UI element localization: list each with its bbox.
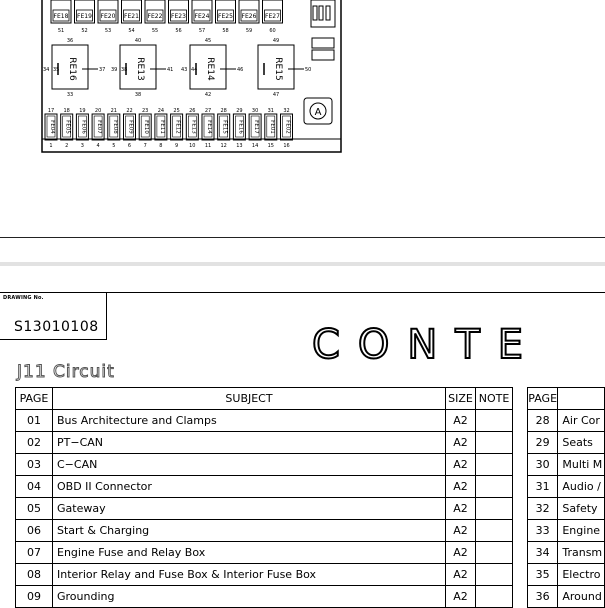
relay-label: RE16 — [67, 57, 77, 81]
row-subject: C−CAN — [53, 454, 446, 476]
bottom-fuse-pin: 9 — [175, 143, 179, 149]
top-fuse-row — [51, 0, 283, 34]
circuit-subtitle: J11 Circuit — [17, 362, 115, 382]
bottom-fuse-label: FE04 — [49, 120, 55, 134]
top-fuse — [216, 0, 236, 34]
top-fuse-label: FE19 — [77, 13, 92, 20]
drawing-number: S13010108 — [14, 319, 99, 335]
bottom-fuse-label: FE01 — [268, 120, 275, 134]
relay-pin: 49 — [272, 38, 280, 44]
bottom-fuse-pin: 26 — [189, 108, 196, 114]
section-divider — [0, 237, 605, 238]
bottom-fuse — [281, 108, 293, 149]
bottom-fuse-pin: 18 — [63, 108, 70, 114]
row-subject: Multi M — [558, 454, 605, 476]
row-note — [476, 432, 513, 454]
top-fuse — [98, 0, 118, 34]
bottom-fuse-pin: 24 — [157, 108, 165, 114]
top-fuse — [145, 0, 165, 34]
row-page: 35 — [528, 564, 558, 586]
relay-pin: 37 — [99, 67, 106, 73]
relay-pin: 41 — [167, 67, 174, 73]
row-subject: Air Cor — [558, 410, 605, 432]
row-note — [476, 520, 513, 542]
row-page: 30 — [528, 454, 558, 476]
top-fuse-label: FE27 — [265, 13, 280, 20]
row-page: 07 — [16, 542, 53, 564]
bottom-fuse — [265, 108, 277, 149]
table-row — [16, 586, 513, 608]
row-size: A2 — [446, 586, 476, 608]
bottom-fuse-label: FE16 — [237, 120, 244, 134]
bottom-fuse-pin: 15 — [267, 143, 274, 149]
row-subject: OBD II Connector — [53, 476, 446, 498]
bottom-fuse-label: FE13 — [190, 120, 197, 134]
bottom-fuse — [124, 108, 136, 149]
top-fuse-pin: 51 — [57, 28, 65, 34]
bottom-fuse — [233, 108, 245, 149]
bottom-fuse — [186, 108, 198, 149]
bottom-fuse-pin: 8 — [159, 143, 163, 149]
bottom-fuse-pin: 31 — [267, 108, 274, 114]
bottom-fuse-pin: 32 — [283, 108, 290, 114]
table-header-row — [16, 388, 513, 410]
bottom-fuse-label: FE17 — [253, 120, 260, 134]
bottom-fuse-pin: 29 — [236, 108, 243, 114]
bottom-fuse-label: FE09 — [127, 120, 134, 134]
relay-re15 — [258, 38, 311, 98]
relay-pin: 36 — [66, 38, 74, 44]
bottom-fuse-pin: 20 — [94, 108, 102, 114]
row-page: 06 — [16, 520, 53, 542]
col-header-note: NOTE — [476, 388, 513, 410]
row-subject: Interior Relay and Fuse Box & Interior Fuse Box — [53, 564, 446, 586]
table-row — [528, 432, 605, 454]
table-row — [16, 520, 513, 542]
row-subject: Transm — [558, 542, 605, 564]
fuse-relay-box-schematic — [0, 0, 605, 236]
top-fuse-label: FE21 — [124, 13, 139, 20]
relay-label: RE15 — [273, 57, 283, 81]
row-note — [476, 498, 513, 520]
relay-pin: 43 — [181, 67, 188, 73]
relay-label: RE13 — [135, 57, 145, 81]
top-fuse-pin: 53 — [104, 28, 112, 34]
top-fuse — [169, 0, 189, 34]
bottom-fuse-pin: 7 — [143, 143, 147, 149]
bottom-fuse-label: FE02 — [284, 120, 291, 134]
row-page: 03 — [16, 454, 53, 476]
top-fuse — [263, 0, 283, 34]
page-title: CONTE — [312, 322, 542, 368]
col-header-page: PAGE — [16, 388, 53, 410]
row-note — [476, 410, 513, 432]
relay-pin: 50 — [305, 67, 312, 73]
bottom-fuse-pin: 11 — [204, 143, 212, 149]
row-size: A2 — [446, 520, 476, 542]
connector-a-label: A — [314, 107, 322, 118]
bottom-fuse — [45, 108, 57, 149]
table-row — [16, 564, 513, 586]
bottom-fuse-label: FE05 — [64, 120, 71, 134]
bottom-fuse-row — [45, 108, 293, 149]
top-fuse-pin: 54 — [128, 28, 135, 34]
relay-pin: 42 — [204, 92, 212, 98]
row-subject: Electro — [558, 564, 605, 586]
row-page: 31 — [528, 476, 558, 498]
table-row — [528, 542, 605, 564]
bottom-fuse — [171, 108, 183, 149]
relay-pin: 40 — [134, 38, 142, 44]
top-fuse-label: FE18 — [53, 13, 69, 20]
page-gap-band — [0, 262, 605, 266]
table-header-row — [528, 388, 605, 410]
table-row — [16, 498, 513, 520]
relay-pin: 39 — [111, 67, 118, 73]
row-page: 04 — [16, 476, 53, 498]
top-fuse-pin: 60 — [269, 28, 276, 34]
table-row — [528, 476, 605, 498]
bottom-fuse-pin: 6 — [127, 143, 132, 149]
title-block-top-line — [106, 292, 605, 293]
row-page: 05 — [16, 498, 53, 520]
bottom-fuse-label: FE10 — [143, 120, 150, 134]
table-row — [16, 454, 513, 476]
table-row — [528, 498, 605, 520]
relay-pin: 38 — [134, 92, 142, 98]
table-row — [528, 586, 605, 608]
row-note — [476, 542, 513, 564]
relay-pin: 38 — [121, 67, 128, 73]
top-fuse-label: FE23 — [171, 13, 186, 20]
row-subject: Engine Fuse and Relay Box — [53, 542, 446, 564]
relay-re16 — [43, 38, 105, 98]
row-size: A2 — [446, 432, 476, 454]
contents-table-right — [527, 387, 605, 608]
bottom-fuse — [92, 108, 104, 149]
bottom-fuse-pin: 1 — [49, 143, 53, 149]
table-row — [16, 410, 513, 432]
bottom-fuse-label: FE08 — [111, 120, 118, 134]
row-note — [476, 564, 513, 586]
bottom-fuse — [202, 108, 214, 149]
bottom-fuse-pin: 4 — [96, 143, 100, 149]
row-subject: Grounding — [53, 586, 446, 608]
bottom-fuse-pin: 10 — [189, 143, 196, 149]
bottom-fuse-pin: 30 — [251, 108, 259, 114]
bottom-fuse-pin: 17 — [47, 108, 55, 114]
bottom-fuse — [155, 108, 167, 149]
top-fuse-pin: 52 — [81, 28, 88, 34]
top-fuse-pin: 57 — [198, 28, 206, 34]
row-page: 09 — [16, 586, 53, 608]
row-note — [476, 454, 513, 476]
top-fuse-pin: 55 — [151, 28, 159, 34]
row-page: 36 — [528, 586, 558, 608]
top-fuse — [192, 0, 212, 34]
row-subject: Safety — [558, 498, 605, 520]
bottom-fuse-pin: 23 — [142, 108, 149, 114]
top-fuse-label: FE24 — [194, 13, 210, 20]
relay-re13 — [111, 38, 173, 98]
relay-pin: 47 — [272, 92, 280, 98]
drawing-number-label: DRAWING No. — [3, 295, 44, 301]
bottom-fuse-pin: 3 — [80, 143, 84, 149]
top-fuse-label: FE20 — [100, 13, 116, 20]
row-subject: Start & Charging — [53, 520, 446, 542]
bottom-fuse-pin: 5 — [112, 143, 116, 149]
table-row — [528, 410, 605, 432]
row-size: A2 — [446, 454, 476, 476]
top-fuse-label: FE26 — [241, 13, 257, 20]
bottom-fuse — [76, 108, 88, 149]
bottom-fuse — [139, 108, 151, 149]
bottom-fuse — [249, 108, 261, 149]
row-subject: Bus Architecture and Clamps — [53, 410, 446, 432]
row-page: 08 — [16, 564, 53, 586]
bottom-fuse-pin: 16 — [283, 143, 290, 149]
row-page: 01 — [16, 410, 53, 432]
row-size: A2 — [446, 476, 476, 498]
row-subject: Around — [558, 586, 605, 608]
top-fuse-label: FE25 — [218, 13, 233, 20]
top-fuse-pin: 58 — [222, 28, 229, 34]
relay-group — [43, 38, 311, 98]
bottom-fuse-pin: 19 — [79, 108, 86, 114]
relay-pin: 44 — [191, 67, 198, 73]
bottom-fuse-label: FE06 — [80, 120, 87, 134]
table-row — [528, 564, 605, 586]
row-subject: PT−CAN — [53, 432, 446, 454]
top-fuse — [51, 0, 71, 34]
row-size: A2 — [446, 498, 476, 520]
row-page: 02 — [16, 432, 53, 454]
bottom-fuse-label: FE15 — [221, 120, 228, 134]
relay-pin: 35 — [53, 67, 60, 73]
col-header-subject — [558, 388, 605, 410]
row-page: 28 — [528, 410, 558, 432]
table-row — [528, 454, 605, 476]
relay-pin: 46 — [237, 67, 244, 73]
bottom-fuse-pin: 12 — [220, 143, 227, 149]
contents-table-left — [15, 387, 513, 608]
bottom-fuse-pin: 13 — [236, 143, 243, 149]
drawing-number-box — [0, 292, 107, 340]
bottom-fuse-pin: 2 — [65, 143, 69, 149]
row-subject: Audio / — [558, 476, 605, 498]
table-row — [528, 520, 605, 542]
bottom-fuse-pin: 25 — [173, 108, 180, 114]
relay-re14 — [181, 38, 243, 98]
bottom-fuse-label: FE14 — [206, 120, 212, 134]
table-row — [16, 476, 513, 498]
row-page: 33 — [528, 520, 558, 542]
bottom-fuse-pin: 14 — [251, 143, 259, 149]
relay-label: RE14 — [205, 57, 215, 81]
row-subject: Gateway — [53, 498, 446, 520]
bottom-fuse-label: FE11 — [158, 120, 165, 134]
table-row — [16, 542, 513, 564]
top-fuse-pin: 59 — [245, 28, 253, 34]
row-subject: Seats — [558, 432, 605, 454]
top-fuse-pin: 56 — [175, 28, 182, 34]
relay-pin: 34 — [43, 67, 50, 73]
row-subject: Engine — [558, 520, 605, 542]
row-page: 29 — [528, 432, 558, 454]
bottom-fuse — [218, 108, 230, 149]
bottom-fuse — [61, 108, 73, 149]
relay-pin: 45 — [204, 38, 212, 44]
top-fuse — [75, 0, 95, 34]
row-page: 34 — [528, 542, 558, 564]
top-fuse-label: FE22 — [147, 13, 163, 20]
row-size: A2 — [446, 564, 476, 586]
top-fuse — [122, 0, 142, 34]
connector-a — [304, 98, 332, 124]
relay-pin: 33 — [66, 92, 74, 98]
col-header-size: SIZE — [446, 388, 476, 410]
top-fuse — [239, 0, 259, 34]
table-row — [16, 432, 513, 454]
bottom-fuse-pin: 22 — [126, 108, 133, 114]
row-note — [476, 476, 513, 498]
col-header-subject: SUBJECT — [53, 388, 446, 410]
bottom-fuse-pin: 27 — [204, 108, 212, 114]
bottom-fuse-label: FE07 — [96, 120, 103, 134]
row-note — [476, 586, 513, 608]
top-right-connector — [311, 0, 335, 60]
bottom-fuse-pin: 28 — [220, 108, 227, 114]
col-header-page: PAGE — [528, 388, 558, 410]
bottom-fuse-pin: 21 — [110, 108, 117, 114]
row-size: A2 — [446, 410, 476, 432]
row-size: A2 — [446, 542, 476, 564]
bottom-fuse-label: FE12 — [174, 120, 181, 134]
bottom-fuse — [108, 108, 120, 149]
row-page: 32 — [528, 498, 558, 520]
